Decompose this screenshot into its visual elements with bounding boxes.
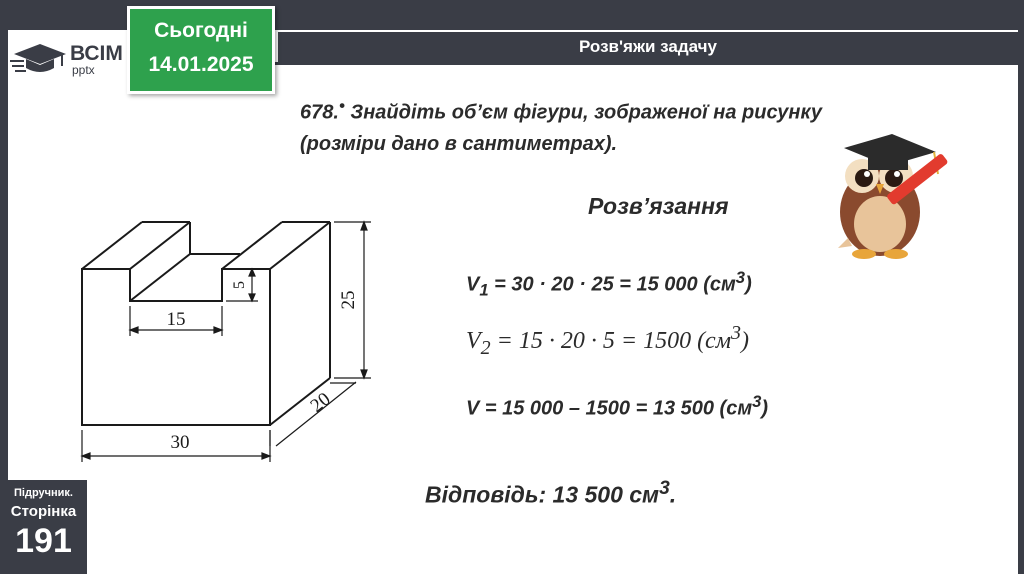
solution-title: Розв’язання [588, 193, 729, 219]
date-label: Сьогодні [154, 19, 248, 42]
problem-mark: • [338, 96, 345, 115]
logo [10, 40, 125, 76]
dim-label-25: 25 [338, 290, 359, 310]
prism-figure [76, 214, 376, 469]
answer-text: Відповідь: 13 500 $см^3$. [425, 478, 677, 508]
page-label-textbook: Підручник. [14, 487, 73, 499]
equation-v: V = 15 000 – 1500 = 13 500 $(см^3)$ [466, 392, 769, 420]
dim-label-15: 15 [166, 309, 186, 330]
header-title: Розв'яжи задачу [278, 32, 1018, 62]
problem-number: 678. [300, 101, 339, 124]
dim-label-30: 30 [170, 432, 190, 453]
problem-line2: (розміри дано в сантиметрах). [300, 132, 618, 155]
owl-mascot-icon [818, 126, 968, 266]
date-value: 14.01.2025 [148, 53, 254, 76]
logo-sub: pptx [72, 63, 95, 77]
dim-label-5: 5 [231, 281, 248, 289]
page-label-page: Сторінка [10, 503, 77, 520]
logo-brand: ВСІМ [70, 42, 123, 65]
page-number: 191 [15, 522, 72, 560]
date-badge [127, 6, 275, 94]
problem-line1: Знайдіть об’єм фігури, зображеної на рисунку [344, 101, 823, 124]
graduation-cap-icon [10, 40, 68, 76]
equation-v2: $V_2 = 15 \cdot 20 \cdot 5 = 1500$ $(см^3)$ [466, 322, 750, 359]
dim-label-20: 20 [306, 388, 335, 417]
equation-v1: $V_1 = 30 \cdot 20 \cdot 25 = 15$ 000 $(см^3)$ [466, 268, 752, 300]
page-indicator [0, 480, 87, 574]
